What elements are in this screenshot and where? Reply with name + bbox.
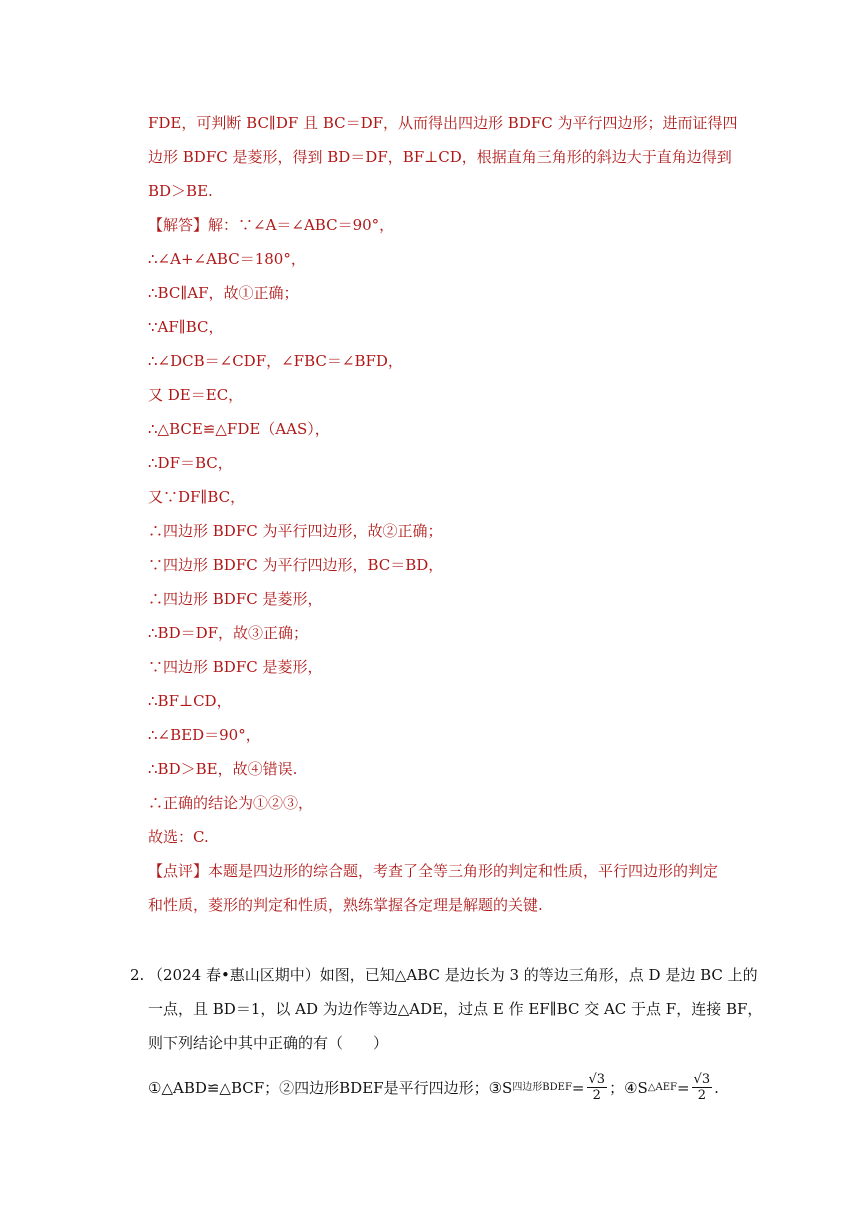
option-separator: ； xyxy=(609,1078,625,1097)
solution-line: ∴BC∥AF，故①正确； xyxy=(148,284,299,302)
option-4-subscript: △AEF xyxy=(647,1081,677,1093)
solution-line: ∵AF∥BC， xyxy=(148,318,224,336)
option-4-denominator: 2 xyxy=(697,1088,706,1103)
question-line: 一点，且 BD＝1，以 AD 为边作等边△ADE，过点 E 作 EF∥BC 交 AC 于点 F，连接 BF， xyxy=(148,1000,763,1018)
solution-line: ∴∠BED＝90°， xyxy=(148,726,261,744)
option-4-numerator: √3 xyxy=(693,1072,711,1087)
solution-line: ∴BD＝DF，故③正确； xyxy=(148,624,309,642)
solution-line: 又∵DF∥BC， xyxy=(148,488,246,506)
solution-header: 【解答】解：∵∠A＝∠ABC＝90°， xyxy=(148,216,395,234)
solution-line: ∴DF＝BC， xyxy=(148,454,233,472)
solution-line: ∴∠DCB＝∠CDF，∠FBC＝∠BFD， xyxy=(148,352,403,370)
comment-line: 【点评】本题是四边形的综合题，考查了全等三角形的判定和性质，平行四边形的判定 xyxy=(148,862,719,880)
option-3-numerator: √3 xyxy=(588,1072,606,1087)
question-line: （2024 春•惠山区期中）如图，已知△ABC 是边长为 3 的等边三角形，点 D 是边 BC 上的 xyxy=(148,966,758,984)
option-4-label: ④S xyxy=(624,1078,648,1097)
option-3-denominator: 2 xyxy=(592,1088,601,1103)
question-number: 2. xyxy=(130,966,145,984)
option-3-subscript: 四边形BDEF xyxy=(512,1081,572,1093)
option-2: ②四边形BDEF是平行四边形； xyxy=(279,1078,489,1097)
option-3-label: ③S xyxy=(488,1078,513,1097)
solution-line: ∴正确的结论为①②③， xyxy=(148,794,314,812)
comment-line: 和性质，菱形的判定和性质，熟练掌握各定理是解题的关键. xyxy=(148,896,543,914)
solution-line: ∵四边形 BDFC 为平行四边形，BC＝BD， xyxy=(148,556,444,574)
solution-line: ∵四边形 BDFC 是菱形， xyxy=(148,658,323,676)
option-3-equals: = xyxy=(571,1078,585,1097)
analysis-line: FDE，可判断 BC∥DF 且 BC＝DF，从而得出四边形 BDFC 为平行四边形；进而证得四 xyxy=(148,114,738,132)
solution-line: ∴四边形 BDFC 是菱形， xyxy=(148,590,323,608)
option-4-equals: = xyxy=(676,1078,690,1097)
solution-line: ∴∠A+∠ABC＝180°， xyxy=(148,250,306,268)
question-line: 则下列结论中其中正确的有（ ） xyxy=(148,1034,389,1052)
solution-line: 又 DE＝EC， xyxy=(148,386,244,404)
solution-line: ∴BD＞BE，故④错误. xyxy=(148,760,298,778)
solution-line: ∴BF⊥CD， xyxy=(148,692,232,710)
option-end: . xyxy=(714,1078,719,1097)
solution-line: ∴四边形 BDFC 为平行四边形，故②正确； xyxy=(148,522,443,540)
solution-answer: 故选：C. xyxy=(148,828,209,846)
solution-line: ∴△BCE≌△FDE（AAS）， xyxy=(148,420,330,438)
options-row xyxy=(148,1072,719,1103)
analysis-line: BD＞BE. xyxy=(148,182,213,200)
analysis-line: 边形 BDFC 是菱形，得到 BD＝DF，BF⊥CD，根据直角三角形的斜边大于直角边得到 xyxy=(148,148,732,166)
option-4-fraction xyxy=(692,1072,713,1103)
option-3-fraction xyxy=(587,1072,608,1103)
option-1: ①△ABD≌△BCF； xyxy=(148,1078,280,1097)
